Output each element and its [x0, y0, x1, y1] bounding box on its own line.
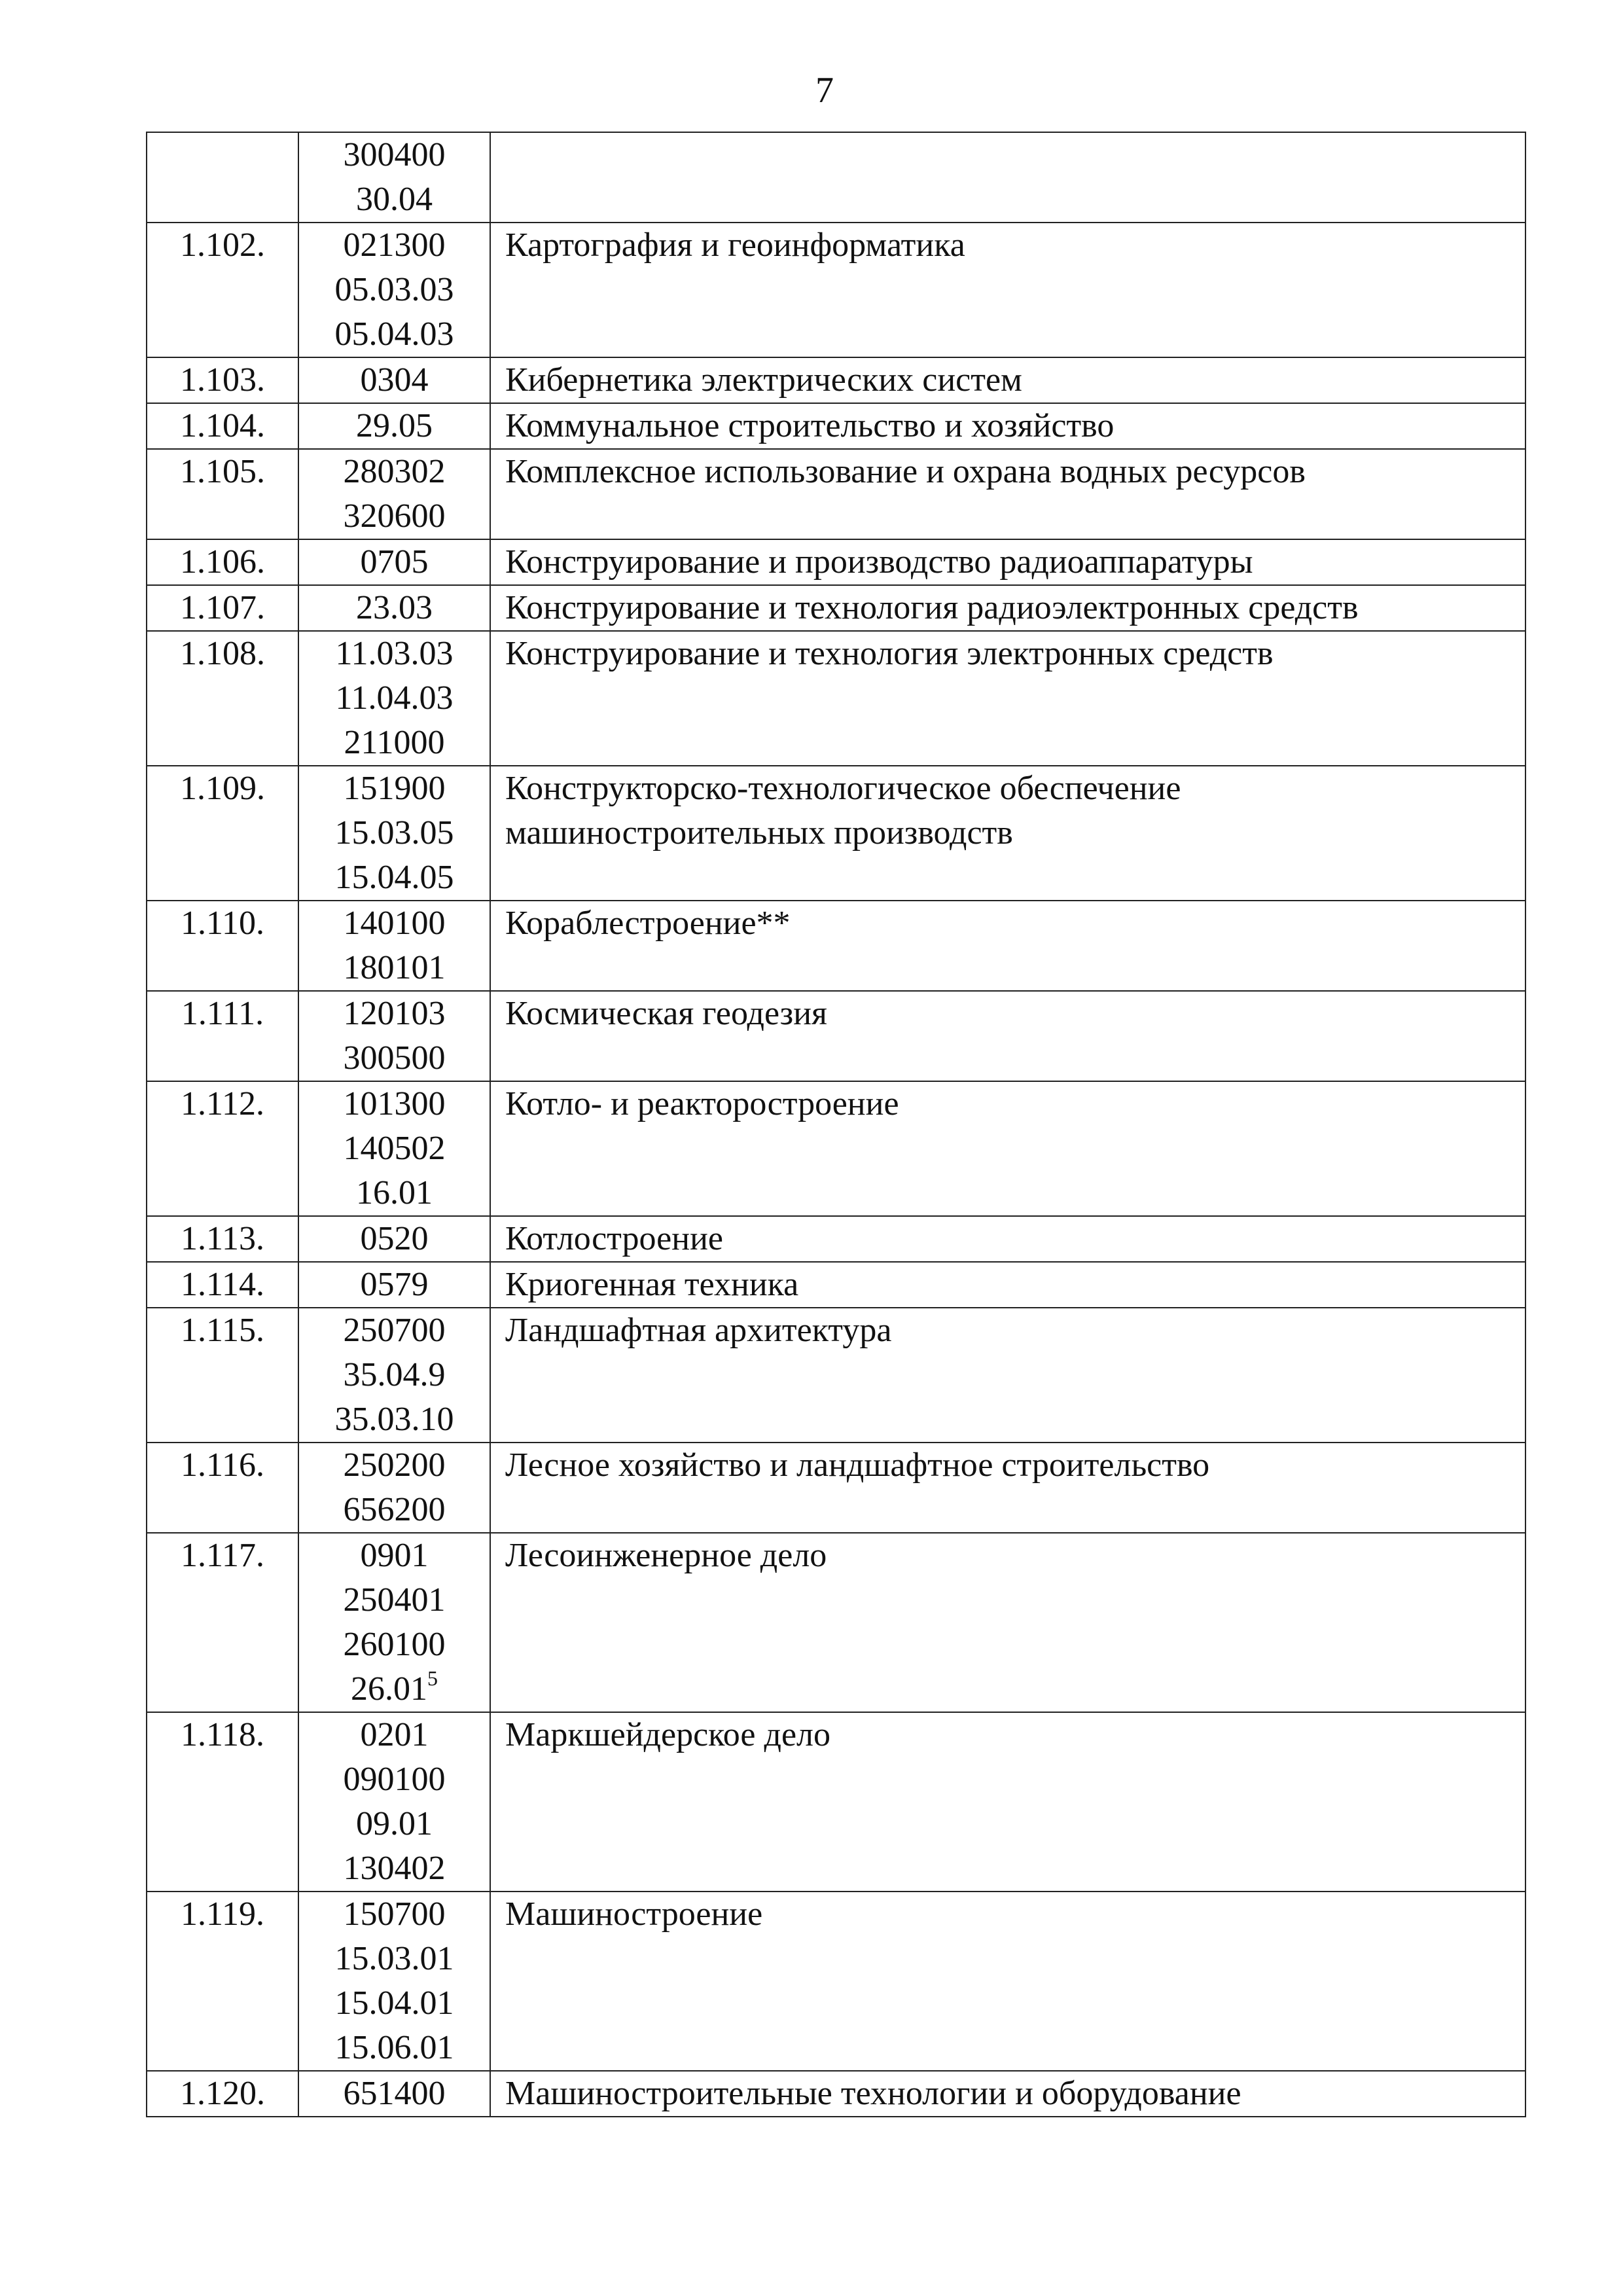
- specialty-name-cell: [490, 223, 1525, 357]
- specialty-code-text: 0901: [360, 1537, 429, 1574]
- code-cell: [298, 585, 490, 631]
- specialty-name: машиностроительных производств: [505, 814, 1013, 852]
- specialty-name-cell: [490, 901, 1525, 991]
- specialty-name-cell: [490, 1262, 1525, 1308]
- row-number-cell: [147, 766, 298, 901]
- specialty-name: Лесное хозяйство и ландшафтное строительство: [505, 1446, 1210, 1484]
- specialty-name: Комплексное использование и охрана водных ресурсов: [505, 453, 1306, 490]
- specialty-code-text: 35.03.10: [334, 1401, 454, 1438]
- table-row: [147, 449, 1525, 539]
- specialty-code: [299, 1263, 490, 1307]
- specialty-code: [299, 268, 490, 312]
- specialty-name: Конструирование и производство радиоаппаратуры: [505, 543, 1253, 581]
- specialty-code: [299, 1171, 490, 1215]
- specialty-code: [299, 133, 490, 177]
- table-row: [147, 766, 1525, 901]
- specialty-name-cell: [490, 1308, 1525, 1443]
- table-row: [147, 901, 1525, 991]
- table-row: [147, 1262, 1525, 1308]
- specialty-code: [299, 1397, 490, 1442]
- specialty-name: Конструирование и технология электронных средств: [505, 635, 1274, 672]
- code-cell: [298, 901, 490, 991]
- row-number: 1.115.: [180, 1312, 265, 1349]
- specialty-code-text: 15.03.05: [334, 814, 454, 852]
- row-number-cell: [147, 539, 298, 585]
- specialty-name-cell: [490, 1443, 1525, 1533]
- specialty-code: [299, 811, 490, 855]
- row-number-cell: [147, 449, 298, 539]
- code-cell: [298, 991, 490, 1081]
- row-number-cell: [147, 223, 298, 357]
- table-row: [147, 1533, 1525, 1712]
- row-number: 1.104.: [180, 407, 265, 444]
- code-cell: [298, 1216, 490, 1262]
- row-number: 1.112.: [180, 1085, 265, 1122]
- specialty-code: [299, 1802, 490, 1846]
- specialty-code: [299, 1082, 490, 1126]
- specialty-name: Картография и геоинформатика: [505, 226, 965, 264]
- specialty-code: [299, 2072, 490, 2116]
- row-number-cell: [147, 132, 298, 223]
- specialty-code-text: 15.03.01: [334, 1940, 454, 1977]
- specialty-name-cell: [490, 991, 1525, 1081]
- row-number: 1.114.: [180, 1266, 265, 1303]
- specialty-name-cell: [490, 1712, 1525, 1892]
- table-row: [147, 539, 1525, 585]
- table-row: [147, 2071, 1525, 2117]
- specialty-code-text: 15.04.05: [334, 859, 454, 896]
- specialty-name-cell: [490, 1216, 1525, 1262]
- specialty-name: Машиностроение: [505, 1895, 763, 1933]
- code-cell: [298, 1892, 490, 2071]
- specialty-name: Космическая геодезия: [505, 995, 827, 1032]
- table-row: [147, 631, 1525, 766]
- specialty-code-text: 09.01: [356, 1805, 433, 1842]
- row-number-cell: [147, 1443, 298, 1533]
- code-cell: [298, 1081, 490, 1216]
- code-cell: [298, 1443, 490, 1533]
- specialty-code: [299, 1534, 490, 1578]
- row-number: 1.118.: [180, 1716, 265, 1753]
- specialty-name: Маркшейдерское дело: [505, 1716, 830, 1753]
- specialty-code-text: 0579: [360, 1266, 429, 1303]
- specialty-code: [299, 1623, 490, 1667]
- row-number: 1.119.: [180, 1895, 265, 1933]
- specialty-code: [299, 1308, 490, 1353]
- specialty-code-text: 15.04.01: [334, 1984, 454, 2022]
- code-cell: [298, 357, 490, 403]
- specialty-name: Кибернетика электрических систем: [505, 361, 1022, 399]
- specialty-code-text: 26.01: [351, 1670, 427, 1708]
- specialty-code-text: 0304: [360, 361, 429, 399]
- specialty-code: [299, 404, 490, 448]
- specialty-code: [299, 632, 490, 676]
- specialty-code: [299, 450, 490, 494]
- specialty-code-text: 656200: [343, 1491, 446, 1528]
- specialty-code: [299, 1667, 490, 1712]
- specialty-name-cell: [490, 132, 1525, 223]
- specialty-name: Котлостроение: [505, 1220, 723, 1257]
- specialty-code: [299, 992, 490, 1036]
- code-cell: [298, 2071, 490, 2117]
- code-cell: [298, 1712, 490, 1892]
- specialty-code-text: 23.03: [356, 589, 433, 626]
- specialty-code: [299, 1892, 490, 1937]
- code-cell: [298, 403, 490, 449]
- specialty-name-cell: [490, 766, 1525, 901]
- page-number: 7: [815, 70, 834, 111]
- specialty-code-text: 651400: [343, 2075, 446, 2112]
- row-number-cell: [147, 1533, 298, 1712]
- specialty-code: [299, 901, 490, 946]
- specialty-code-text: 300500: [343, 1039, 446, 1077]
- specialty-code-text: 320600: [343, 497, 446, 535]
- specialty-code-text: 151900: [343, 770, 446, 807]
- code-cell: [298, 1262, 490, 1308]
- specialty-code-text: 250200: [343, 1446, 446, 1484]
- specialty-code-text: 300400: [343, 136, 446, 173]
- code-cell: [298, 449, 490, 539]
- table-row: [147, 1892, 1525, 2071]
- specialty-code: [299, 223, 490, 268]
- table-row: [147, 403, 1525, 449]
- row-number: [147, 133, 298, 177]
- specialty-name-cell: [490, 539, 1525, 585]
- code-cell: [298, 223, 490, 357]
- row-number-cell: [147, 1081, 298, 1216]
- row-number-cell: [147, 403, 298, 449]
- specialty-name-cell: [490, 357, 1525, 403]
- specialty-code-text: 05.03.03: [334, 271, 454, 308]
- specialty-code: [299, 1981, 490, 2026]
- row-number-cell: [147, 2071, 298, 2117]
- specialty-code: [299, 676, 490, 721]
- specialty-name: Кораблестроение**: [505, 905, 791, 942]
- row-number-cell: [147, 991, 298, 1081]
- specialty-name-cell: [490, 1533, 1525, 1712]
- specialty-code: [299, 494, 490, 539]
- specialty-code-text: 250700: [343, 1312, 446, 1349]
- table-body: [147, 132, 1525, 2117]
- table-row: [147, 1216, 1525, 1262]
- specialty-name: Ландшафтная архитектура: [505, 1312, 892, 1349]
- row-number-cell: [147, 901, 298, 991]
- row-number: 1.111.: [181, 995, 264, 1032]
- row-number-cell: [147, 631, 298, 766]
- specialty-name-cell: [490, 2071, 1525, 2117]
- specialty-code-text: 280302: [343, 453, 446, 490]
- specialty-code: [299, 1713, 490, 1757]
- specialty-name: Криогенная техника: [505, 1266, 799, 1303]
- specialty-code-text: 0201: [360, 1716, 429, 1753]
- specialty-code-text: 180101: [343, 949, 446, 986]
- specialty-name: Конструирование и технология радиоэлектронных средств: [505, 589, 1359, 626]
- code-cell: [298, 766, 490, 901]
- specialty-name-cell: [490, 585, 1525, 631]
- specialty-code: [299, 855, 490, 900]
- row-number-cell: [147, 1712, 298, 1892]
- row-number: 1.102.: [180, 226, 265, 264]
- specialty-code: [299, 2026, 490, 2070]
- specialty-code-text: 140100: [343, 905, 446, 942]
- code-cell: [298, 631, 490, 766]
- specialty-code: [299, 312, 490, 357]
- specialty-code: [299, 1937, 490, 1981]
- table-row: [147, 991, 1525, 1081]
- specialty-code-text: 11.04.03: [335, 679, 454, 717]
- table-row: [147, 223, 1525, 357]
- row-number: 1.108.: [180, 635, 265, 672]
- row-number-cell: [147, 1308, 298, 1443]
- specialty-code-text: 15.06.01: [334, 2029, 454, 2066]
- table-row: [147, 1712, 1525, 1892]
- specialty-code: [299, 1846, 490, 1891]
- specialty-name-cell: [490, 403, 1525, 449]
- specialty-code-text: 120103: [343, 995, 446, 1032]
- specialty-code-text: 30.04: [356, 181, 433, 218]
- specialty-name: Конструкторско-технологическое обеспечение: [505, 770, 1181, 807]
- specialty-code-text: 0705: [360, 543, 429, 581]
- specialty-code-text: 05.04.03: [334, 315, 454, 353]
- row-number: 1.120.: [180, 2075, 265, 2112]
- specialty-code: [299, 586, 490, 630]
- specialty-code: [299, 358, 490, 403]
- specialty-code: [299, 766, 490, 811]
- specialty-code-text: 211000: [344, 724, 445, 761]
- specialty-code: [299, 177, 490, 222]
- code-cell: [298, 539, 490, 585]
- specialty-code: [299, 1488, 490, 1532]
- code-cell: [298, 1308, 490, 1443]
- specialty-code: [299, 1757, 490, 1802]
- specialty-code-text: 101300: [343, 1085, 446, 1122]
- specialty-code-text: 021300: [343, 226, 446, 264]
- table-row: [147, 1081, 1525, 1216]
- specialty-name-cell: [490, 1892, 1525, 2071]
- code-cell: [298, 132, 490, 223]
- specialty-code: [299, 721, 490, 765]
- specialty-code: [299, 1036, 490, 1081]
- specialty-code: [299, 1217, 490, 1261]
- specialty-code-text: 130402: [343, 1850, 446, 1887]
- row-number: 1.117.: [180, 1537, 265, 1574]
- row-number: 1.107.: [180, 589, 265, 626]
- specialty-code-text: 11.03.03: [335, 635, 454, 672]
- specialty-code-text: 29.05: [356, 407, 433, 444]
- row-number-cell: [147, 1892, 298, 2071]
- specialty-name: Коммунальное строительство и хозяйство: [505, 407, 1115, 444]
- table-row: [147, 585, 1525, 631]
- row-number: 1.113.: [180, 1220, 265, 1257]
- specialty-code: [299, 1126, 490, 1171]
- code-cell: [298, 1533, 490, 1712]
- specialty-name-cell: [490, 631, 1525, 766]
- specialty-name-cell: [490, 1081, 1525, 1216]
- row-number: 1.103.: [180, 361, 265, 399]
- specialty-code: [299, 1443, 490, 1488]
- row-number: 1.110.: [180, 905, 265, 942]
- specialty-code-text: 150700: [343, 1895, 446, 1933]
- specialty-code: [299, 540, 490, 584]
- specialty-codes-table: [146, 132, 1526, 2117]
- specialty-code-text: 16.01: [356, 1174, 433, 1211]
- row-number: 1.105.: [180, 453, 265, 490]
- specialty-code: [299, 1578, 490, 1623]
- table-row: [147, 1308, 1525, 1443]
- specialty-code-text: 0520: [360, 1220, 429, 1257]
- specialty-code-text: 140502: [343, 1130, 446, 1167]
- specialty-name: Лесоинженерное дело: [505, 1537, 827, 1574]
- row-number-cell: [147, 357, 298, 403]
- row-number-cell: [147, 1262, 298, 1308]
- row-number-cell: [147, 1216, 298, 1262]
- specialty-code-text: 250401: [343, 1581, 446, 1619]
- table-row: [147, 1443, 1525, 1533]
- row-number: 1.109.: [180, 770, 265, 807]
- specialty-name: Машиностроительные технологии и оборудование: [505, 2075, 1241, 2112]
- table-row: [147, 357, 1525, 403]
- footnote-marker: 5: [427, 1666, 438, 1690]
- specialty-code-text: 260100: [343, 1626, 446, 1663]
- specialty-code-text: 35.04.9: [343, 1356, 446, 1393]
- specialty-name: Котло- и реакторостроение: [505, 1085, 899, 1122]
- specialty-code-text: 090100: [343, 1761, 446, 1798]
- table-row: [147, 132, 1525, 223]
- row-number: 1.106.: [180, 543, 265, 581]
- specialty-code: [299, 1353, 490, 1397]
- row-number-cell: [147, 585, 298, 631]
- specialty-code: [299, 946, 490, 990]
- row-number: 1.116.: [180, 1446, 265, 1484]
- specialty-name-cell: [490, 449, 1525, 539]
